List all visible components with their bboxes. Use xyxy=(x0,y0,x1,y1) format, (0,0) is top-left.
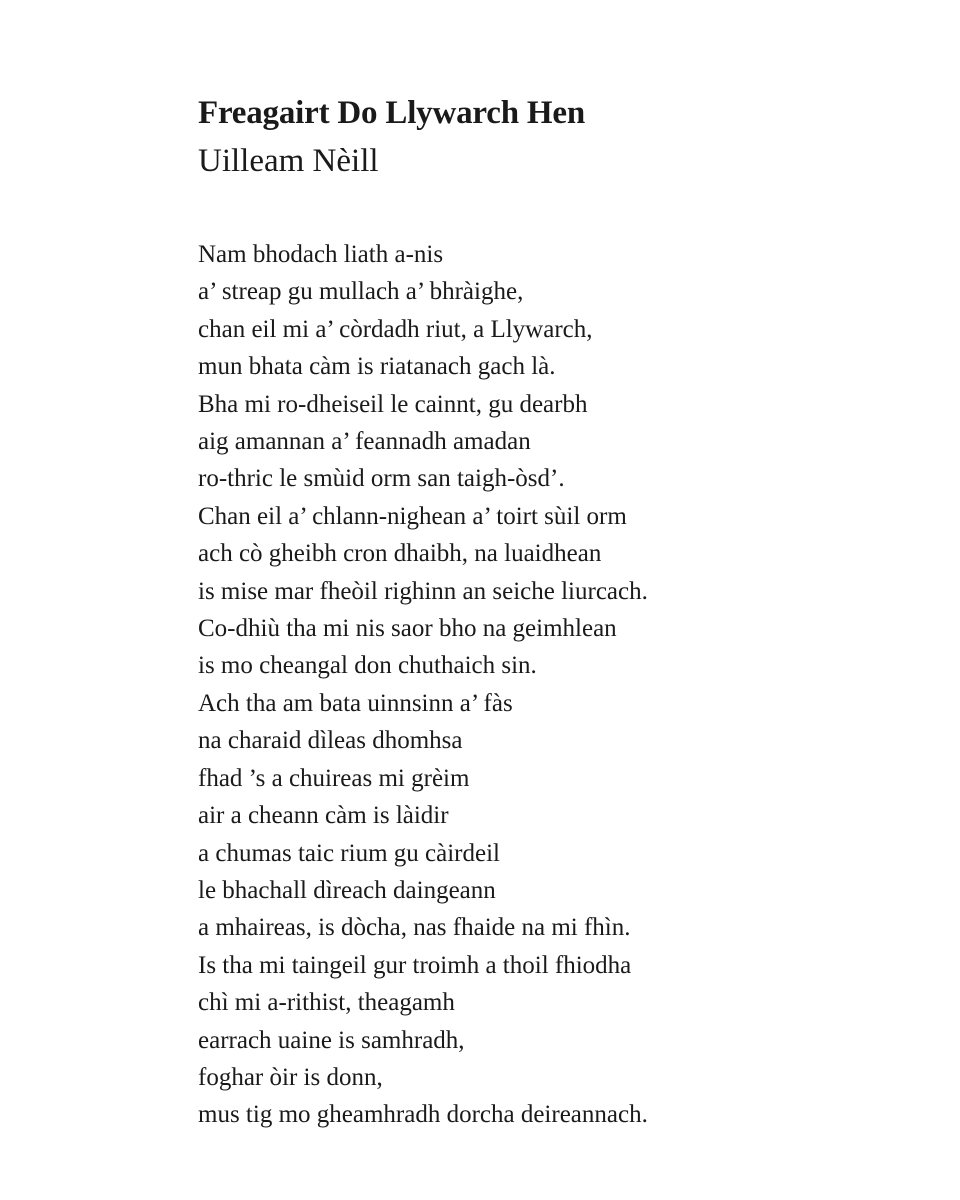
poem-line: a mhaireas, is dòcha, nas fhaide na mi fhìn. xyxy=(198,914,631,942)
poem-line: air a cheann càm is làidir xyxy=(198,802,449,830)
poem-line: na charaid dìleas dhomhsa xyxy=(198,727,463,755)
poem-line: aig amannan a’ feannadh amadan xyxy=(198,428,531,456)
poem-line: Bha mi ro-dheiseil le cainnt, gu dearbh xyxy=(198,390,588,418)
poem-line: ro-thric le smùid orm san taigh-òsd’. xyxy=(198,465,565,493)
poem-line: Co-dhiù tha mi nis saor bho na geimhlean xyxy=(198,615,617,643)
poem-line: foghar òir is donn, xyxy=(198,1063,383,1091)
poem-line: Is tha mi taingeil gur troimh a thoil fhiodha xyxy=(198,951,632,979)
poem-title: Freagairt Do Llywarch Hen xyxy=(198,95,585,131)
poem-line: Ach tha am bata uinnsinn a’ fàs xyxy=(198,689,513,717)
poem-line: Chan eil a’ chlann-nighean a’ toirt sùil orm xyxy=(198,502,627,530)
poem-line: a’ streap gu mullach a’ bhràighe, xyxy=(198,278,524,306)
poem-line: is mo cheangal don chuthaich sin. xyxy=(198,652,537,680)
poem-body xyxy=(198,236,898,1134)
poem-author: Uilleam Nèill xyxy=(198,143,379,179)
poem-line: chì mi a-rithist, theagamh xyxy=(198,989,455,1017)
poem-line: chan eil mi a’ còrdadh riut, a Llywarch, xyxy=(198,315,593,343)
poem-line: le bhachall dìreach daingeann xyxy=(198,876,496,904)
poem-line: ach cò gheibh cron dhaibh, na luaidhean xyxy=(198,540,602,568)
poem-line: is mise mar fheòil righinn an seiche liurcach. xyxy=(198,577,648,605)
poem-line: earrach uaine is samhradh, xyxy=(198,1026,465,1054)
poem-line: mus tig mo gheamhradh dorcha deireannach. xyxy=(198,1101,648,1129)
poem-line: fhad ’s a chuireas mi grèim xyxy=(198,764,470,792)
poem-page xyxy=(198,92,898,1134)
poem-line: a chumas taic rium gu càirdeil xyxy=(198,839,500,867)
poem-line: Nam bhodach liath a-nis xyxy=(198,241,444,268)
poem-line: mun bhata càm is riatanach gach là. xyxy=(198,353,556,381)
